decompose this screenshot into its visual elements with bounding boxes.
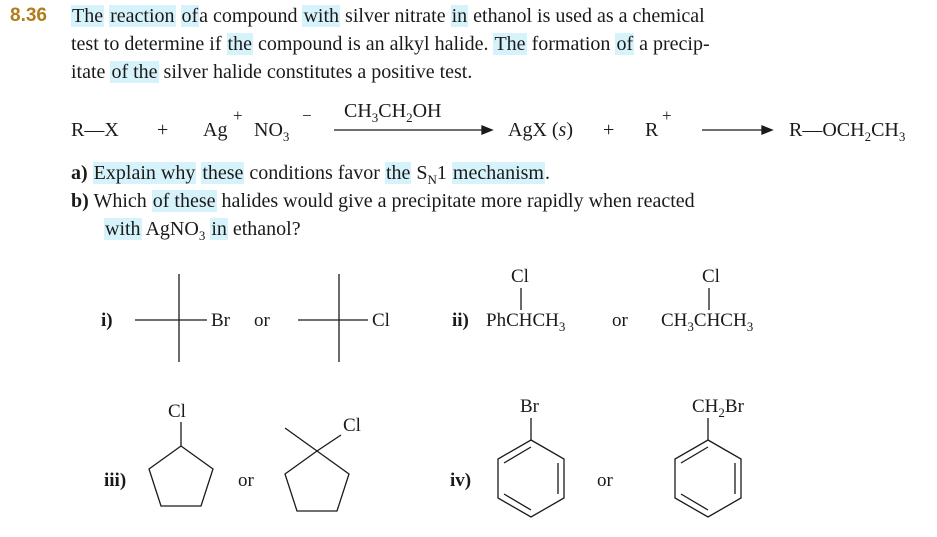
highlight-span: of these bbox=[152, 190, 216, 212]
formula-part: PhCHCH bbox=[486, 310, 559, 331]
bromine-label: Br bbox=[211, 310, 230, 331]
solvent-part: OH bbox=[412, 100, 442, 122]
formula-part: Br bbox=[724, 396, 744, 417]
nitrate-subscript: 3 bbox=[282, 129, 290, 144]
tert-butyl-chloride-structure bbox=[296, 270, 376, 365]
product-subscript: 2 bbox=[864, 129, 872, 144]
bond-line bbox=[520, 288, 524, 312]
highlight-span: in bbox=[211, 218, 227, 240]
formula-subscript: 3 bbox=[746, 318, 754, 334]
chlorine-label: Cl bbox=[511, 266, 529, 287]
highlight-span: of bbox=[616, 33, 634, 55]
highlight-span: The bbox=[72, 5, 104, 27]
bond-line bbox=[708, 288, 712, 312]
text-span: formation bbox=[531, 33, 611, 55]
sn1-term bbox=[416, 162, 447, 187]
text-span: compound is an alkyl halide. bbox=[257, 33, 489, 55]
question-label: b) bbox=[71, 190, 89, 212]
problem-line-2 bbox=[71, 30, 710, 58]
or-text: or bbox=[238, 470, 254, 491]
sn-order: 1 bbox=[436, 162, 447, 184]
question-label: a) bbox=[71, 162, 88, 184]
benzyl-bromide-structure bbox=[660, 416, 760, 531]
text-span: silver halide constitutes a positive test. bbox=[163, 61, 473, 83]
chlorine-label: Cl bbox=[168, 401, 186, 422]
problem-line-1 bbox=[71, 2, 705, 30]
text-span: ethanol? bbox=[232, 218, 301, 240]
nitrate-symbol: NO bbox=[254, 119, 283, 141]
product-part: CH bbox=[871, 119, 899, 141]
bromobenzene-structure bbox=[483, 416, 583, 531]
highlight-span: of bbox=[181, 5, 199, 27]
reagent-formula: AgNO bbox=[145, 218, 199, 240]
nitrate-ion bbox=[254, 120, 289, 143]
question-b bbox=[71, 187, 695, 215]
highlight-span: of the bbox=[111, 61, 158, 83]
part-label-iv: iv) bbox=[450, 470, 472, 491]
text-span: itate bbox=[71, 61, 106, 83]
highlight-span: with bbox=[105, 218, 141, 240]
text-span: ethanol is used as a chemical bbox=[473, 5, 705, 27]
agx-part: ) bbox=[566, 119, 574, 141]
formula-subscript: 2 bbox=[718, 404, 725, 420]
text-span: Which bbox=[93, 190, 147, 212]
carbocation-charge: + bbox=[662, 106, 672, 125]
formula-subscript: 3 bbox=[558, 318, 566, 334]
chlorocyclopentane-structure bbox=[138, 420, 223, 525]
highlight-span: with bbox=[303, 5, 340, 27]
phenyl-chloride-formula bbox=[486, 310, 565, 335]
highlight-span: in bbox=[451, 5, 468, 27]
text-span: halides would give a precipitate more rapidly when reacted bbox=[221, 190, 695, 212]
text-span bbox=[145, 218, 206, 243]
solvent-part: CH bbox=[344, 100, 372, 122]
plus-sign: + bbox=[603, 119, 615, 141]
problem-number: 8.36 bbox=[10, 5, 47, 26]
agx-part: AgX ( bbox=[508, 119, 559, 141]
part-label-i: i) bbox=[101, 310, 113, 331]
problem-line-3 bbox=[71, 58, 472, 86]
solvent-subscript: 2 bbox=[406, 110, 413, 125]
formula-subscript: 3 bbox=[687, 318, 694, 334]
text-span: conditions favor bbox=[249, 162, 380, 184]
solvent-subscript: 3 bbox=[371, 110, 379, 125]
highlight-span: The bbox=[494, 33, 526, 55]
reactant-rx: R—X bbox=[71, 119, 119, 141]
chlorine-label: Cl bbox=[372, 310, 390, 331]
highlight-span: the bbox=[385, 162, 411, 184]
formula-part: CH bbox=[692, 396, 719, 417]
highlight-span: mechanism bbox=[452, 162, 544, 184]
nitrate-charge: − bbox=[302, 106, 312, 125]
text-span: a precip- bbox=[639, 33, 710, 55]
silver-charge: + bbox=[233, 106, 243, 125]
highlight-span: reaction bbox=[110, 5, 175, 27]
text-span: test to determine if bbox=[71, 33, 222, 55]
part-label-ii: ii) bbox=[452, 310, 469, 331]
sec-butyl-chloride-formula bbox=[661, 310, 753, 335]
chlorine-label: Cl bbox=[702, 266, 720, 287]
highlight-span: these bbox=[202, 162, 244, 184]
carbocation: R bbox=[645, 119, 659, 141]
formula-part: CH bbox=[661, 310, 688, 331]
text-span: silver nitrate bbox=[345, 5, 446, 27]
highlight-span: the bbox=[227, 33, 252, 55]
tert-butyl-bromide-structure bbox=[130, 270, 210, 365]
ether-product bbox=[789, 120, 905, 143]
chlorine-label: Cl bbox=[343, 415, 361, 436]
part-label-iii: iii) bbox=[104, 470, 127, 491]
sn-symbol: S bbox=[416, 162, 428, 184]
silver-halide-product bbox=[508, 120, 573, 140]
or-text: or bbox=[612, 310, 628, 331]
text-span: . bbox=[545, 162, 550, 184]
or-text: or bbox=[254, 310, 270, 331]
reaction-arrow-1 bbox=[332, 120, 492, 140]
solvent-part: CH bbox=[378, 100, 407, 122]
or-text: or bbox=[597, 470, 613, 491]
question-b-line-2 bbox=[104, 215, 301, 250]
product-subscript: 3 bbox=[898, 129, 906, 144]
plus-sign: + bbox=[157, 119, 169, 141]
bromine-label: Br bbox=[520, 396, 539, 417]
solid-state-label: s bbox=[558, 119, 567, 141]
sn-subscript: N bbox=[427, 172, 437, 187]
text-span: a compound bbox=[199, 5, 298, 27]
reaction-arrow-2 bbox=[700, 120, 772, 140]
methylchlorocyclopentane-structure bbox=[272, 418, 367, 528]
highlight-span: Explain why bbox=[93, 162, 196, 184]
product-part: R—OCH bbox=[789, 119, 865, 141]
silver-ion bbox=[203, 120, 227, 140]
formula-part: CHCH bbox=[693, 310, 747, 331]
silver-symbol: Ag bbox=[203, 119, 228, 141]
reagent-subscript: 3 bbox=[198, 228, 206, 243]
